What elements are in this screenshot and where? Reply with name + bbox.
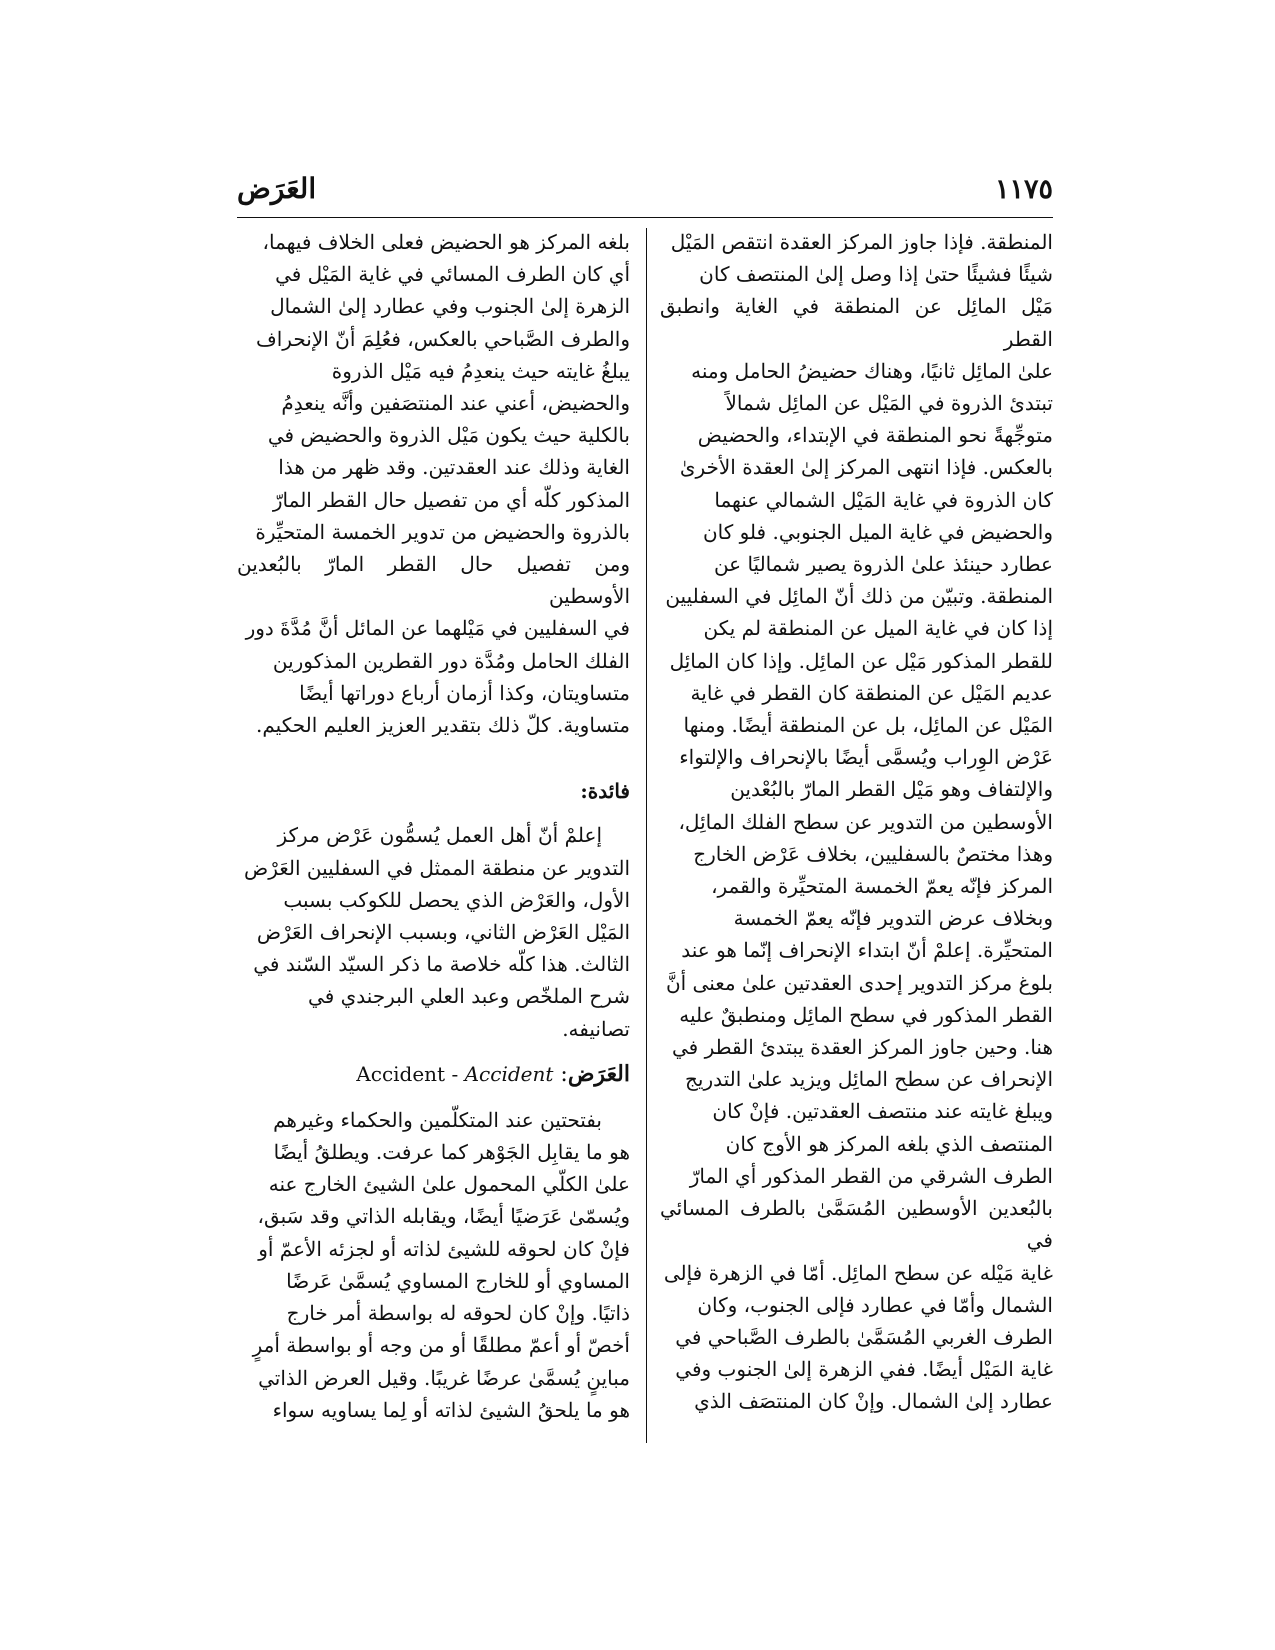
- text-line: المنطقة. فإذا جاوز المركز العقدة انتقص المَيْل: [670, 230, 1053, 254]
- text-line: مباينٍ يُسمَّىٰ عرضًا غريبًا. وقيل العرض الذاتي: [258, 1365, 630, 1390]
- left-column: [237, 226, 630, 1426]
- text-line: الغاية وذلك عند العقدتين. وقد ظهر من هذا: [278, 455, 630, 480]
- text-line: الطرف الغربي المُسَمَّىٰ بالطرف الصَّباحي في: [675, 1324, 1053, 1349]
- text-line: علىٰ المائِل ثانيًا، وهناك حضيضُ الحامل ومنه: [691, 358, 1053, 383]
- header-rule: [237, 217, 1053, 218]
- right-column: [660, 226, 1053, 1418]
- text-line: بلغه المركز هو الحضيض فعلى الخلاف فيهما،: [262, 230, 630, 254]
- text-line: متساوية. كلّ ذلك بتقدير العزيز العليم الحكيم.: [256, 713, 630, 738]
- text-line: في السفليين في مَيْلهما عن المائل أنَّ مُدَّةَ دور: [245, 616, 630, 641]
- entry-french: Accident: [464, 1061, 554, 1086]
- text-line: كان الذروة في غاية المَيْل الشمالي عنهما: [714, 487, 1053, 512]
- text-line: عَرْض الوِراب ويُسمَّى أيضًا بالإنحراف والإلتواء: [679, 745, 1053, 770]
- text-line: التدوير عن منطقة الممثل في السفليين العَرْض: [244, 855, 630, 880]
- text-line: الأوسطين من التدوير عن سطح الفلك المائِل،: [678, 809, 1053, 834]
- page-number: ١١٧٥: [994, 174, 1053, 205]
- entry-dash: -: [451, 1061, 459, 1086]
- text-line: ويُسمّىٰ عَرَضيًا أيضًا، ويقابله الذاتي وقد سَبق،: [257, 1204, 630, 1229]
- text-line: والإلتفاف وهو مَيْل القطر المارّ بالبُعْدين: [730, 777, 1053, 802]
- text-line: بالكلية حيث يكون مَيْل الذروة والحضيض في: [267, 423, 630, 448]
- running-head: العَرَض: [237, 172, 317, 205]
- text-line: والحضيض في غاية الميل الجنوبي. فلو كان: [702, 519, 1053, 544]
- spacer: [237, 1045, 630, 1057]
- text-line: بلوغ مركز التدوير إحدى العقدتين علىٰ معنى أنَّ: [665, 970, 1053, 995]
- text-line: بالذروة والحضيض من تدوير الخمسة المتحيِّرة: [255, 519, 630, 544]
- text-line: الإنحراف عن سطح المائِل ويزيد علىٰ التدريج: [684, 1067, 1053, 1092]
- text-line: المذكور كلّه أي من تفصيل حال القطر المارّ: [272, 487, 630, 512]
- text-line: المنتصف الذي بلغه المركز هو الأوج كان: [725, 1131, 1053, 1156]
- text-line: تصانيفه.: [562, 1016, 630, 1041]
- text-line: أي كان الطرف المسائي في غاية المَيْل في: [275, 262, 630, 287]
- text-line: علىٰ الكلّي المحمول علىٰ الشيئ الخارج عنه: [268, 1172, 630, 1197]
- text-line: إذا كان في غاية الميل عن المنطقة لم يكن: [703, 616, 1053, 641]
- text-line: متساويتان، وكذا أزمان أرباع دوراتها أيضًا: [299, 680, 630, 705]
- spacer: [237, 741, 630, 775]
- text-line: الزهرة إلىٰ الجنوب وفي عطارد إلىٰ الشمال: [270, 294, 630, 319]
- text-line: القطر المذكور في سطح المائِل ومنطبقٌ عليه: [679, 1002, 1053, 1027]
- page-header: [237, 172, 1053, 218]
- text-line: بالبُعدين الأوسطين المُسَمَّىٰ بالطرف المسائي في: [660, 1196, 1053, 1253]
- text-line: بالعكس. فإذا انتهى المركز إلىٰ العقدة الأخرىٰ: [679, 455, 1053, 480]
- entry-separator: :: [560, 1061, 568, 1087]
- text-line: بفتحتين عند المتكلّمين والحكماء وغيرهم: [273, 1107, 602, 1132]
- text-line: المنطقة. وتبيّن من ذلك أنّ المائِل في السفليين: [665, 584, 1053, 609]
- text-line: فإنْ كان لحوقه للشيئ لذاته أو لجزئه الأعمّ أو: [258, 1236, 630, 1261]
- text-line: ذاتيًا. وإنْ كان لحوقه له بواسطة أمر خارج: [286, 1301, 630, 1326]
- text-line: عطارد إلىٰ الشمال. وإنْ كان المنتصَف الذي: [694, 1389, 1053, 1414]
- text-line: أخصّ أو أعمّ مطلقًا أو من وجه أو بواسطة أمرٍ: [252, 1333, 630, 1358]
- text-line: الشمال وأمّا في عطارد فإلى الجنوب، وكان: [697, 1292, 1053, 1317]
- text-line: مَيْل المائِل عن المنطقة في الغاية وانطبق القطر: [660, 294, 1053, 351]
- text-line: يبلغُ غايته حيث ينعدِمُ فيه مَيْل الذروة: [331, 358, 630, 383]
- text-line: تبتدئ الذروة في المَيْل عن المائِل شمالاً: [725, 391, 1053, 416]
- text-line: للقطر المذكور مَيْل عن المائِل. وإذا كان المائِل: [669, 648, 1053, 673]
- text-line: والطرف الصَّباحي بالعكس، فعُلِمَ أنّ الإنحراف: [256, 326, 630, 351]
- text-line: الثالث. هذا كلّه خلاصة ما ذكر السيّد السّند في: [253, 952, 630, 977]
- spacer: [237, 1092, 630, 1104]
- text-line: الطرف الشرقي من القطر المذكور أي المارّ: [689, 1163, 1053, 1188]
- text-line: المَيْل العَرْض الثاني، وبسبب الإنحراف العَرْض: [256, 920, 630, 945]
- paragraph-continuation: [237, 226, 630, 741]
- entry-heading: [237, 1057, 630, 1092]
- text-line: هو ما يقابِل الجَوْهر كما عرفت. ويطلقُ أيضًا: [273, 1140, 630, 1165]
- text-line: المَيْل عن المائِل، بل عن المنطقة أيضًا. ومنها: [683, 713, 1053, 738]
- text-line: عديم المَيْل عن المنطقة كان القطر في غاية: [690, 680, 1053, 705]
- text-line: والحضيض، أعني عند المنتصَفين وأنَّه ينعدِمُ: [281, 391, 630, 416]
- text-line: المركز فإنّه يعمّ الخمسة المتحيِّرة والقمر،: [711, 874, 1053, 899]
- text-line: وبخلاف عرض التدوير فإنّه يعمّ الخمسة: [733, 906, 1053, 931]
- text-line: الأول، والعَرْض الذي يحصل للكوكب بسبب: [283, 887, 630, 912]
- text-line: المتحيِّرة. إعلمْ أنّ ابتداء الإنحراف إنّما هو عند: [681, 938, 1053, 963]
- text-line: متوجِّهةً نحو المنطقة في الإبتداء، والحضيض: [697, 423, 1053, 448]
- text-line: شرح الملخّص وعبد العلي البرجندي في: [308, 984, 630, 1009]
- text-line: شيئًا فشيئًا حتىٰ إذا وصل إلىٰ المنتصف كان: [699, 262, 1053, 287]
- column-divider: [646, 228, 647, 1443]
- text-line: الفلك الحامل ومُدَّة دور القطرين المذكورين: [272, 648, 630, 673]
- text-line: غاية مَيْله عن سطح المائِل. أمّا في الزهرة فإلى: [663, 1260, 1053, 1285]
- paragraph-entry-body: [237, 1104, 630, 1426]
- entry-translation: [356, 1062, 553, 1086]
- text-line: غاية المَيْل أيضًا. ففي الزهرة إلىٰ الجنوب وفي: [675, 1357, 1053, 1382]
- paragraph-faida: [237, 819, 630, 1044]
- text-line: وهذا مختصٌ بالسفليين، بخلاف عَرْض الخارج: [693, 841, 1053, 866]
- entry-term: العَرَض: [567, 1060, 630, 1087]
- text-line: المساوي أو للخارج المساوي يُسمَّىٰ عَرضًا: [286, 1268, 630, 1293]
- text-line: هنا. وحين جاوز المركز العقدة يبتدئ القطر في: [671, 1035, 1053, 1060]
- text-line: عطارد حينئذ علىٰ الذروة يصير شماليًا عن: [713, 552, 1053, 577]
- spacer: [237, 807, 630, 819]
- text-line: ويبلغ غايته عند منتصف العقدتين. فإنْ كان: [712, 1099, 1053, 1124]
- text-line: هو ما يلحقُ الشيئ لذاته أو لِما يساويه سواء: [272, 1397, 630, 1422]
- text-line: ومن تفصيل حال القطر المارّ بالبُعدين الأوسطين: [237, 552, 630, 609]
- text-line: إعلمْ أنّ أهل العمل يُسمُّون عَرْض مركز: [277, 823, 602, 848]
- entry-english: Accident: [356, 1061, 446, 1086]
- subheading-faida: فائدة:: [580, 779, 630, 804]
